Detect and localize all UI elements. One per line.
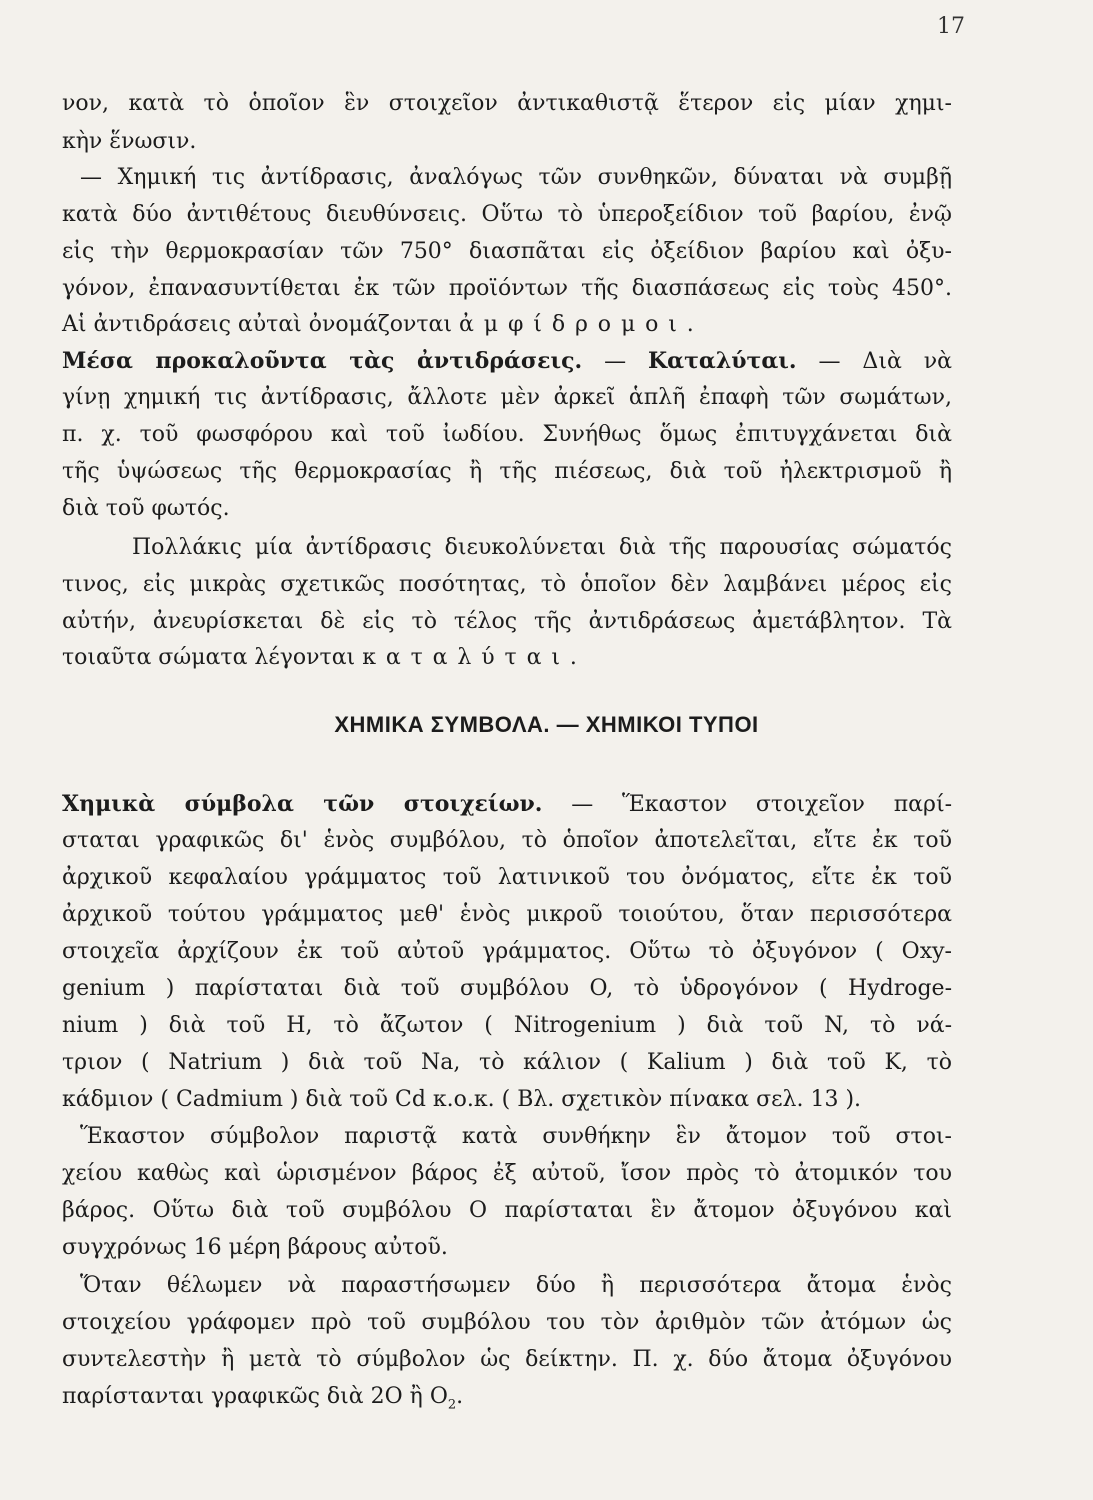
text-line: διὰ τοῦ φωτός. <box>62 496 230 521</box>
text-line: αὐτήν, ἀνευρίσκεται δὲ εἰς τὸ τέλος τῆς ἀντιδράσεως ἀμετάβλητον. Τὰ <box>62 609 952 634</box>
text-line: βάρος. Οὕτω διὰ τοῦ συμβόλου O παρίσταται ἓν ἄτομον ὀξυγόνου καὶ <box>62 1198 952 1223</box>
text-run: Αἱ ἀντιδράσεις αὐταὶ ὀνομάζονται <box>62 312 453 337</box>
section-title: Μέσα προκαλοῦντα τὰς ἀντιδράσεις. <box>62 348 583 374</box>
text-line: νον, κατὰ τὸ ὁποῖον ἓν στοιχεῖον ἀντικαθιστᾷ ἕτερον εἰς μίαν χημι- <box>62 91 952 116</box>
text-run: — Ἕκαστον στοιχεῖον παρί- <box>542 792 952 817</box>
section-heading: ΧΗΜΙΚΑ ΣΥΜΒΟΛΑ. — ΧΗΜΙΚΟΙ ΤΥΠΟΙ <box>334 712 759 737</box>
text-line <box>62 786 952 823</box>
text-run: τοιαῦτα σώματα λέγονται <box>62 645 356 670</box>
text-line: π. χ. τοῦ φωσφόρου καὶ τοῦ ἰωδίου. Συνήθως ὅμως ἐπιτυγχάνεται διὰ <box>62 422 952 447</box>
text-line: χείου καθὼς καὶ ὡρισμένον βάρος ἐξ αὐτοῦ, ἴσον πρὸς τὸ ἀτομικόν του <box>62 1161 952 1186</box>
text-line: συγχρόνως 16 μέρη βάρους αὐτοῦ. <box>62 1235 448 1260</box>
text-line: κάδμιον ( Cadmium ) διὰ τοῦ Cd κ.ο.κ. ( Βλ. σχετικὸν πίνακα σελ. 13 ). <box>62 1087 862 1112</box>
text-run: — Διὰ νὰ <box>818 349 952 374</box>
spaced-term: ἀμφίδρομοι. <box>459 312 704 337</box>
text-line: κατὰ δύο ἀντιθέτους διευθύνσεις. Οὕτω τὸ ὑπεροξείδιον τοῦ βαρίου, ἐνῷ <box>62 202 952 227</box>
text-line <box>62 1379 952 1423</box>
text-line: σταται γραφικῶς δι' ἑνὸς συμβόλου, τὸ ὁποῖον ἀποτελεῖται, εἴτε ἐκ τοῦ <box>62 828 952 853</box>
text-run: παρίστανται γραφικῶς διὰ 2O ἢ O <box>62 1384 448 1409</box>
spaced-term: καταλύται. <box>362 645 587 670</box>
subscript: 2 <box>447 1397 457 1413</box>
text-line: Ὅταν θέλωμεν νὰ παραστήσωμεν δύο ἢ περισσότερα ἄτομα ἑνὸς <box>80 1273 952 1298</box>
text-line: Πολλάκις μία ἀντίδρασις διευκολύνεται διὰ τῆς παρουσίας σώματός <box>132 535 952 560</box>
text-line: τῆς ὑψώσεως τῆς θερμοκρασίας ἢ τῆς πιέσεως, διὰ τοῦ ἠλεκτρισμοῦ ἢ <box>62 459 952 484</box>
text-line <box>62 343 952 380</box>
text-line: τριον ( Natrium ) διὰ τοῦ Na, τὸ κάλιον ( Kalium ) διὰ τοῦ K, τὸ <box>62 1050 952 1075</box>
text-line: στοιχεῖα ἀρχίζουν ἐκ τοῦ αὐτοῦ γράμματος. Οὕτω τὸ ὀξυγόνον ( Oxy- <box>62 939 952 964</box>
text-line: ἀρχικοῦ τούτου γράμματος μεθ' ἑνὸς μικροῦ τοιούτου, ὅταν περισσότερα <box>62 902 952 927</box>
section-title: Καταλύται. <box>648 348 797 374</box>
text-line: ἀρχικοῦ κεφαλαίου γράμματος τοῦ λατινικοῦ του ὀνόματος, εἴτε ἐκ τοῦ <box>62 865 952 890</box>
text-line: nium ) διὰ τοῦ H, τὸ ἄζωτον ( Nitrogenium ) διὰ τοῦ N, τὸ νά- <box>62 1013 952 1038</box>
text-line <box>62 640 952 676</box>
text-line: γίνῃ χημική τις ἀντίδρασις, ἄλλοτε μὲν ἀρκεῖ ἁπλῆ ἐπαφὴ τῶν σωμάτων, <box>62 385 952 410</box>
text-line: γόνον, ἐπανασυντίθεται ἐκ τῶν προϊόντων τῆς διασπάσεως εἰς τοὺς 450°. <box>62 276 952 301</box>
text-line: κὴν ἕνωσιν. <box>62 129 197 154</box>
text-line: Ἕκαστον σύμβολον παριστᾷ κατὰ συνθήκην ἓν ἄτομον τοῦ στοι- <box>80 1124 952 1149</box>
text-line: — Χημική τις ἀντίδρασις, ἀναλόγως τῶν συνθηκῶν, δύναται νὰ συμβῇ <box>80 165 952 190</box>
text-run: . <box>456 1384 464 1409</box>
text-line: στοιχείου γράφομεν πρὸ τοῦ συμβόλου του τὸν ἀριθμὸν τῶν ἀτόμων ὡς <box>62 1310 952 1335</box>
text-line: συντελεστὴν ἢ μετὰ τὸ σύμβολον ὡς δείκτην. Π. χ. δύο ἄτομα ὀξυγόνου <box>62 1347 952 1372</box>
text-line: genium ) παρίσταται διὰ τοῦ συμβόλου O, τὸ ὑδρογόνον ( Hydroge- <box>62 976 952 1001</box>
text-line: εἰς τὴν θερμοκρασίαν τῶν 750° διασπᾶται εἰς ὀξείδιον βαρίου καὶ ὀξυ- <box>62 239 952 264</box>
text-line <box>62 307 952 343</box>
page-number: 17 <box>937 14 965 39</box>
text-run: — <box>582 349 649 374</box>
section-title: Χημικὰ σύμβολα τῶν στοιχείων. <box>62 791 543 817</box>
text-line: τινος, εἰς μικρὰς σχετικῶς ποσότητας, τὸ ὁποῖον δὲν λαμβάνει μέρος εἰς <box>62 572 952 597</box>
